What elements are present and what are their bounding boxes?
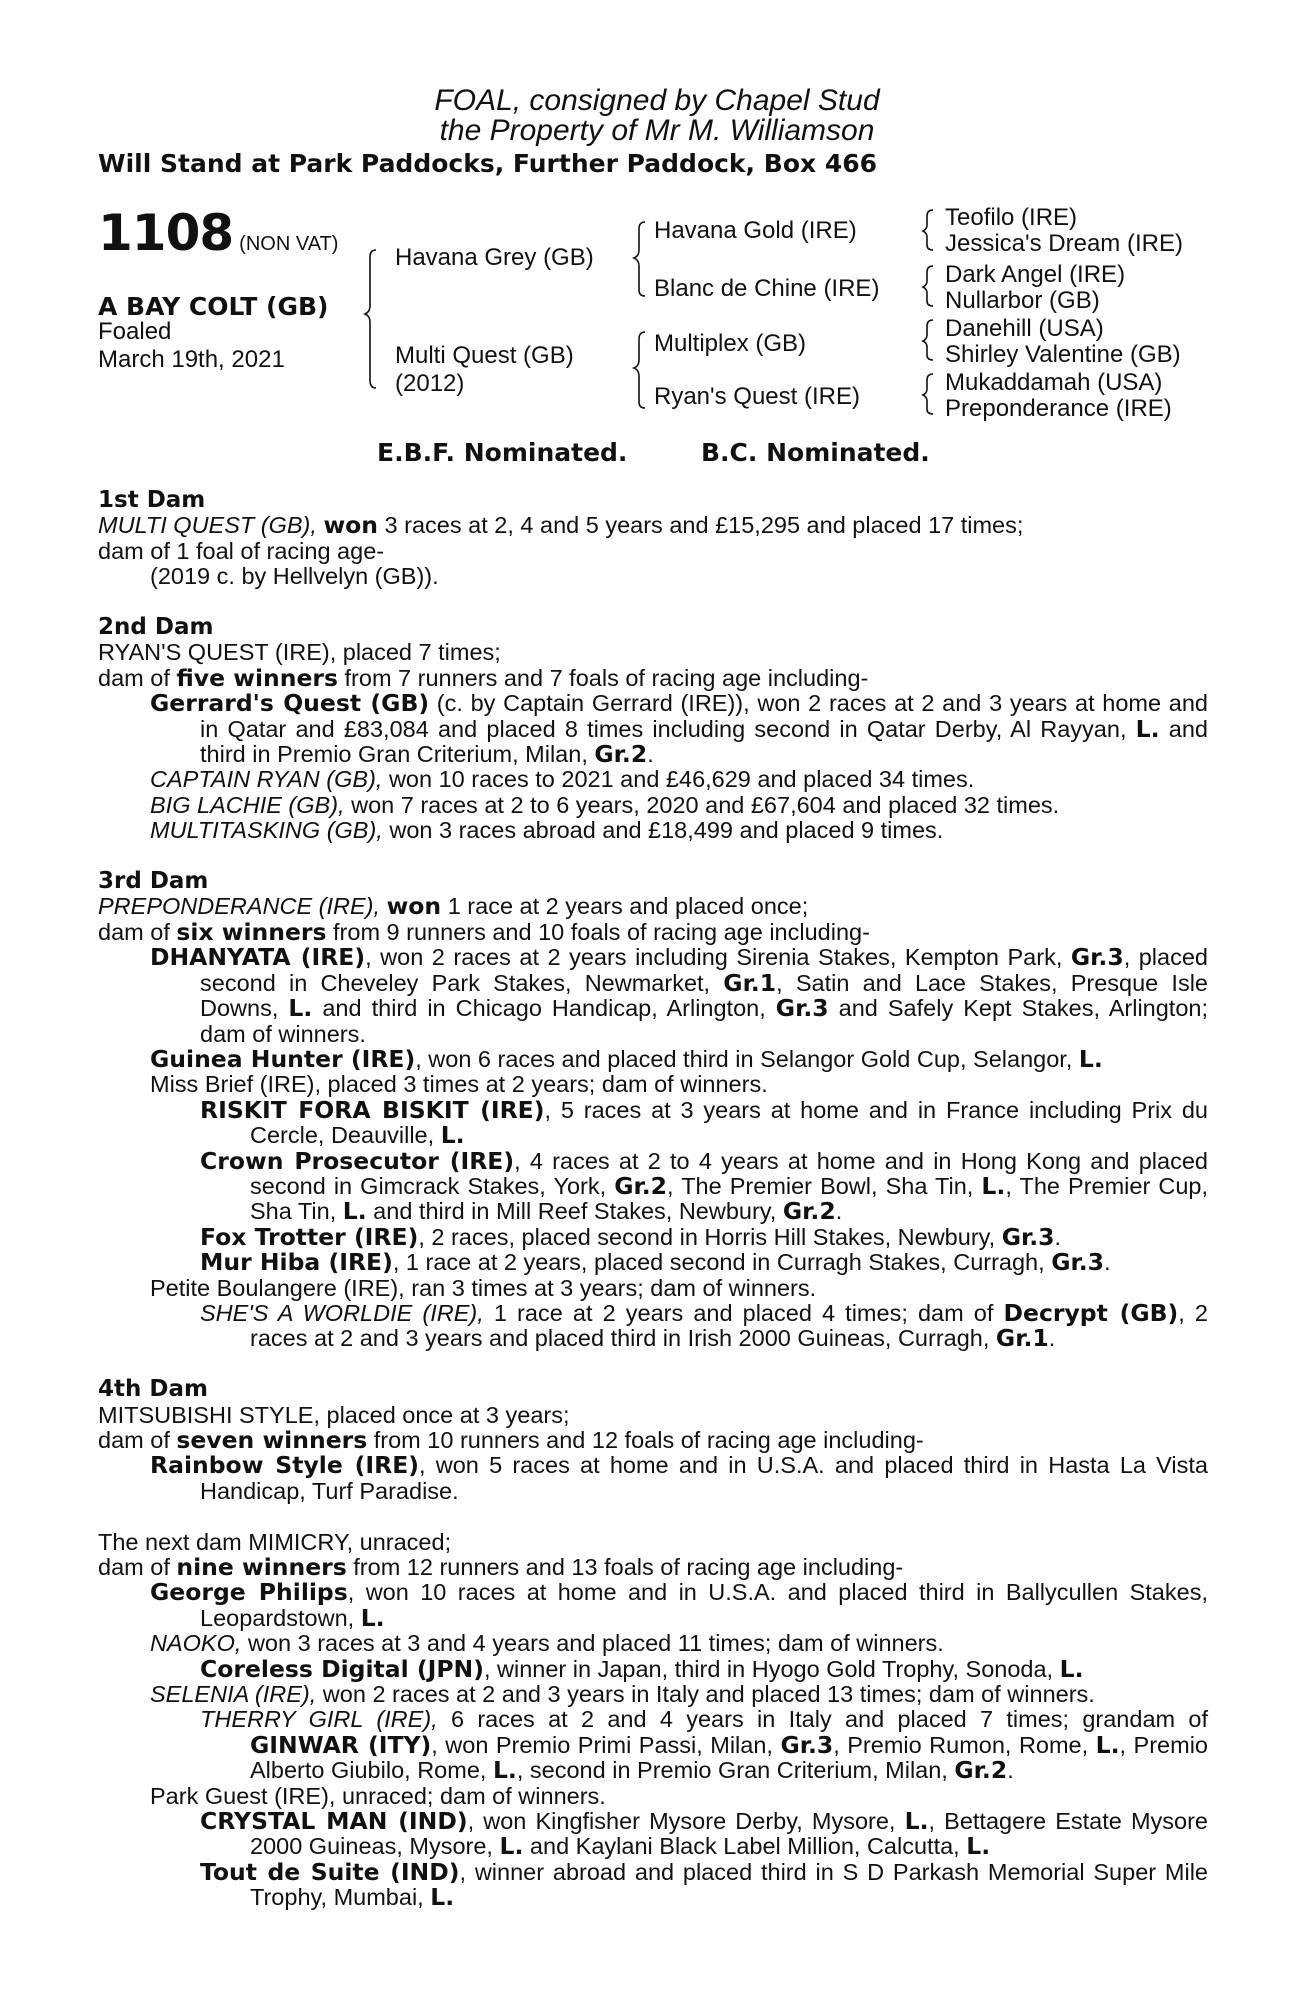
- produce-entry: CRYSTAL MAN (IND), won Kingfisher Mysore Derby, Mysore, L., Bettagere Estate Mysore 2000 Guineas, Mysore, L. and Kaylani Black Label Million, Calcutta, L.: [200, 1807, 1208, 1861]
- dam-sire: Multiplex (GB): [654, 330, 807, 357]
- produce-entry: Park Guest (IRE), unraced; dam of winners.: [150, 1782, 606, 1809]
- sire-dam: Blanc de Chine (IRE): [654, 275, 880, 302]
- fourth-dam-line: MITSUBISHI STYLE, placed once at 3 years;: [98, 1401, 570, 1428]
- foaled-label: Foaled: [98, 318, 172, 345]
- produce-record: [98, 488, 1208, 1911]
- lot-number: 1108: [98, 204, 234, 262]
- next-dam-line: The next dam MIMICRY, unraced;: [98, 1528, 452, 1555]
- bracket-lot: [365, 250, 376, 388]
- first-dam-title: 1st Dam: [98, 487, 206, 513]
- ped-dss: Danehill (USA): [945, 315, 1104, 342]
- produce-entry: MULTITASKING (GB), won 3 races abroad and £18,499 and placed 9 times.: [150, 817, 944, 844]
- ped-sds: Dark Angel (IRE): [945, 261, 1126, 288]
- produce-entry: Rainbow Style (IRE), won 5 races at home and in U.S.A. and placed third in Hasta La Vista Handicap, Turf Paradise.: [150, 1451, 1208, 1504]
- produce-entry: DHANYATA (IRE), won 2 races at 2 years including Sirenia Stakes, Kempton Park, Gr.3, placed second in Cheveley Park Stakes, Newmarket, Gr.1, Satin and Lace Stakes, Presque Isle Downs, L. and third in Chicago Handicap, Arlington, Gr.3 and Safely Kept Stakes, Arlington; dam of winners.: [150, 943, 1209, 1047]
- produce-entry: Gerrard's Quest (GB) (c. by Captain Gerrard (IRE)), won 2 races at 2 and 3 years at home and in Qatar and £83,084 and placed 8 times including second in Qatar Derby, Al Rayyan, L. and third in Premio Gran Criterium, Milan, Gr.2.: [150, 689, 1208, 769]
- ped-dds: Mukaddamah (USA): [945, 369, 1163, 396]
- foaled-block: [98, 318, 285, 374]
- bracket-sire: [634, 222, 645, 296]
- third-dam-title: 3rd Dam: [98, 868, 209, 895]
- produce-entry: Guinea Hunter (IRE), won 6 races and placed third in Selangor Gold Cup, Selangor, L.: [150, 1044, 1103, 1073]
- next-dam-produce: dam of nine winners from 12 runners and 13 foals of racing age including-: [98, 1553, 904, 1581]
- produce-entry: Coreless Digital (JPN), winner in Japan, third in Hyogo Gold Trophy, Sonoda, L.: [200, 1654, 1084, 1683]
- first-dam-foal: (2019 c. by Hellvelyn (GB)).: [150, 563, 439, 590]
- bracket-ds: [923, 320, 933, 360]
- fourth-dam-produce: dam of seven winners from 10 runners and 12 foals of racing age including-: [98, 1425, 924, 1454]
- bracket-ss: [923, 210, 933, 250]
- ebf-nomination: E.B.F. Nominated.: [377, 438, 628, 467]
- produce-entry: Petite Boulangere (IRE), ran 3 times at 3 years; dam of winners.: [150, 1274, 817, 1301]
- produce-entry: Mur Hiba (IRE), 1 race at 2 years, placed second in Curragh Stakes, Curragh, Gr.3.: [200, 1248, 1111, 1277]
- vat-status: (NON VAT): [239, 233, 339, 255]
- first-dam-produce: dam of 1 foal of racing age-: [98, 537, 385, 564]
- ped-sdd: Nullarbor (GB): [945, 287, 1100, 314]
- consignor-line: FOAL, consigned by Chapel Stud: [434, 84, 880, 117]
- dam-name: Multi Quest (GB): [395, 342, 574, 369]
- ped-dsd: Shirley Valentine (GB): [945, 341, 1181, 368]
- second-dam-line: RYAN'S QUEST (IRE), placed 7 times;: [98, 639, 501, 666]
- third-dam-line: PREPONDERANCE (IRE), won 1 race at 2 years and placed once;: [98, 892, 809, 921]
- bracket-dd: [923, 374, 933, 414]
- produce-entry: George Philips, won 10 races at home and in U.S.A. and placed third in Ballycullen Stakes, Leopardstown, L.: [150, 1578, 1208, 1632]
- second-dam-title: 2nd Dam: [98, 614, 214, 641]
- fourth-dam-title: 4th Dam: [98, 1376, 208, 1403]
- produce-entry: RISKIT FORA BISKIT (IRE), 5 races at 3 years at home and in France including Prix du Cercle, Deauville, L.: [200, 1095, 1209, 1150]
- foaled-date: March 19th, 2021: [98, 346, 285, 373]
- sire-name: Havana Grey (GB): [395, 244, 594, 271]
- produce-entry: SELENIA (IRE), won 2 races at 2 and 3 years in Italy and placed 13 times; dam of winners.: [150, 1681, 1095, 1708]
- first-dam-line: MULTI QUEST (GB), won 3 races at 2, 4 and 5 years and £15,295 and placed 17 times;: [98, 511, 1024, 540]
- third-dam-produce: dam of six winners from 9 runners and 10 foals of racing age including-: [98, 917, 870, 946]
- produce-entry: CAPTAIN RYAN (GB), won 10 races to 2021 and £46,629 and placed 34 times.: [150, 766, 975, 793]
- produce-entry: Crown Prosecutor (IRE), 4 races at 2 to 4 years at home and in Hong Kong and placed second in Gimcrack Stakes, York, Gr.2, The Premier Bowl, Sha Tin, L., The Premier Cup, Sha Tin, L. and third in Mill Reef Stakes, Newbury, Gr.2.: [200, 1146, 1208, 1226]
- ped-sss: Teofilo (IRE): [945, 204, 1078, 231]
- bc-nomination: B.C. Nominated.: [701, 438, 930, 467]
- lot-number-block: [98, 204, 338, 262]
- bracket-dam: [634, 332, 645, 408]
- property-line: the Property of Mr M. Williamson: [439, 114, 875, 147]
- ped-ssd: Jessica's Dream (IRE): [945, 230, 1183, 257]
- bracket-sd: [923, 266, 933, 306]
- produce-entry: Miss Brief (IRE), placed 3 times at 2 years; dam of winners.: [150, 1071, 768, 1098]
- sire-sire: Havana Gold (IRE): [654, 217, 857, 244]
- produce-entry: NAOKO, won 3 races at 3 and 4 years and placed 11 times; dam of winners.: [150, 1630, 944, 1657]
- dam-dam: Ryan's Quest (IRE): [654, 383, 860, 410]
- ped-ddd: Preponderance (IRE): [945, 395, 1172, 422]
- produce-entry: THERRY GIRL (IRE), 6 races at 2 and 4 years in Italy and placed 7 times; grandam of GINWAR (ITY), won Premio Primi Passi, Milan, Gr.3, Premio Rumon, Rome, L., Premio Alberto Giubilo, Rome, L., second in Premio Gran Criterium, Milan, Gr.2.: [200, 1706, 1208, 1785]
- produce-entry: BIG LACHIE (GB), won 7 races at 2 to 6 years, 2020 and £67,604 and placed 32 times.: [150, 791, 1060, 818]
- lot-title: A BAY COLT (GB): [98, 292, 329, 321]
- produce-entry: Fox Trotter (IRE), 2 races, placed second in Horris Hill Stakes, Newbury, Gr.3.: [200, 1222, 1062, 1251]
- stable-location: Will Stand at Park Paddocks, Further Paddock, Box 466: [98, 149, 878, 178]
- second-dam-produce: dam of five winners from 7 runners and 7 foals of racing age including-: [98, 663, 869, 692]
- produce-entry: Tout de Suite (IND), winner abroad and placed third in S D Parkash Memorial Super Mile Trophy, Mumbai, L.: [200, 1857, 1208, 1912]
- dam-year: (2012): [395, 370, 465, 397]
- produce-entry: SHE'S A WORLDIE (IRE), 1 race at 2 years and placed 4 times; dam of Decrypt (GB), 2 races at 2 and 3 years and placed third in Irish 2000 Guineas, Curragh, Gr.1.: [200, 1298, 1208, 1353]
